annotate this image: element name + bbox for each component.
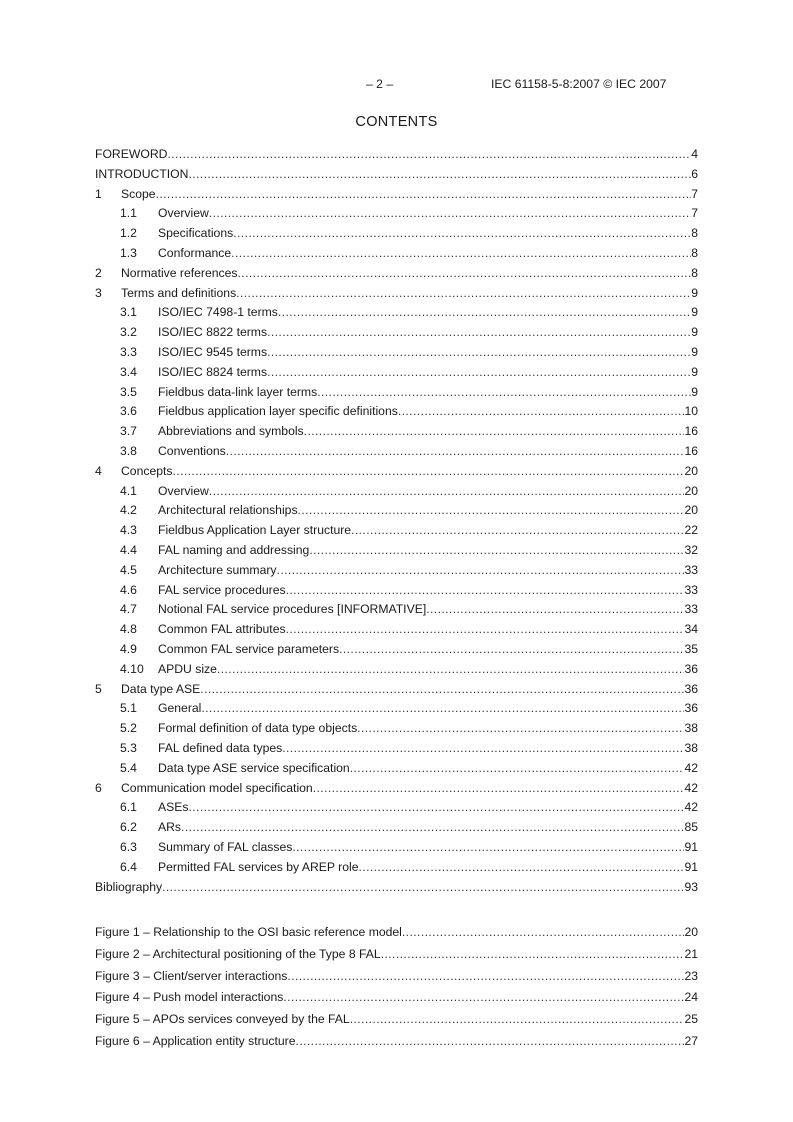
toc-entry[interactable]: [95, 562, 698, 578]
toc-entry-number: 3.6: [120, 404, 137, 419]
dot-leader: [188, 799, 684, 815]
dot-leader: [398, 403, 685, 419]
figure-entry[interactable]: [95, 1033, 698, 1049]
toc-entry-number: 3.1: [120, 305, 137, 320]
toc-entry[interactable]: [95, 621, 698, 637]
dot-leader: [282, 740, 684, 756]
toc-entry-page: 93: [684, 879, 698, 894]
toc-entry-title: Formal definition of data type objects: [158, 721, 358, 736]
toc-entry-page: 9: [691, 345, 698, 359]
figure-entry[interactable]: [95, 924, 698, 940]
dot-leader: [357, 720, 684, 736]
toc-entry-page: 7: [691, 206, 698, 221]
toc-entry[interactable]: [95, 225, 698, 241]
figure-entry-title: Figure 3 – Client/server interactions: [95, 968, 288, 983]
toc-entry-title: Common FAL attributes: [158, 622, 286, 637]
toc-entry-title: Communication model specification: [121, 780, 313, 795]
toc-entry-title: Concepts: [121, 463, 173, 478]
toc-entry[interactable]: [95, 324, 698, 340]
toc-entry-number: 3: [95, 285, 102, 300]
toc-entry-number: 4.4: [120, 543, 137, 557]
toc-entry-page: 20: [684, 503, 698, 518]
dot-leader: [381, 946, 685, 962]
toc-entry-page: 9: [691, 384, 698, 399]
figure-entry-page: 23: [684, 968, 698, 983]
toc-entry[interactable]: [95, 205, 698, 221]
toc-entry-title: ARs: [158, 820, 182, 835]
toc-entry-page: 91: [684, 840, 698, 854]
toc-entry-number: 5.1: [120, 701, 137, 716]
toc-entry-page: 9: [691, 285, 698, 300]
toc-entry[interactable]: [95, 839, 698, 855]
toc-entry[interactable]: [95, 463, 698, 479]
toc-entry[interactable]: [95, 700, 698, 716]
dot-leader: [217, 661, 685, 677]
dot-leader: [278, 304, 691, 320]
toc-entry-title: FOREWORD: [95, 147, 168, 161]
toc-entry[interactable]: [95, 740, 698, 756]
toc-entry-number: 3.3: [120, 345, 137, 359]
page-number-label: – 2 –: [366, 77, 394, 91]
toc-entry-page: 8: [691, 226, 698, 241]
toc-entry-title: Fieldbus application layer specific definitions: [158, 404, 398, 419]
dot-leader: [267, 324, 691, 340]
dot-leader: [296, 1033, 685, 1049]
toc-entry-number: 6.4: [120, 859, 137, 874]
toc-entry-page: 16: [684, 424, 698, 439]
toc-entry[interactable]: [95, 780, 698, 796]
toc-entry-page: 38: [684, 721, 698, 736]
toc-entry-title: Permitted FAL services by AREP role: [158, 859, 359, 874]
toc-entry[interactable]: [95, 819, 698, 835]
toc-entry-title: Summary of FAL classes: [158, 840, 293, 854]
toc-entry-page: 42: [684, 760, 698, 775]
toc-entry-title: ISO/IEC 7498-1 terms: [158, 305, 278, 320]
toc-entry-page: 32: [684, 543, 698, 557]
toc-entry-title: APDU size: [158, 661, 217, 676]
toc-entry-title: INTRODUCTION: [95, 166, 189, 181]
toc-entry-title: ISO/IEC 9545 terms: [158, 345, 268, 359]
toc-entry[interactable]: [95, 423, 698, 439]
toc-entry-title: FAL service procedures: [158, 582, 286, 597]
toc-entry-title: Scope: [121, 186, 156, 201]
dot-leader: [350, 1011, 685, 1027]
dot-leader: [236, 285, 691, 301]
toc-entry-page: 9: [691, 305, 698, 320]
toc-entry-number: 4.2: [120, 503, 137, 518]
toc-entry-title: Architecture summary: [158, 562, 277, 577]
toc-entry-page: 9: [691, 364, 698, 379]
toc-entry[interactable]: [95, 542, 698, 558]
dot-leader: [350, 760, 685, 776]
toc-entry-page: 6: [691, 166, 698, 181]
figure-entry-title: Figure 2 – Architectural positioning of the Type 8 FAL: [95, 946, 381, 961]
dot-leader: [200, 681, 684, 697]
dot-leader: [162, 879, 684, 895]
document-identifier: IEC 61158-5-8:2007 © IEC 2007: [491, 77, 667, 91]
dot-leader: [287, 968, 684, 984]
toc-entry-page: 20: [684, 463, 698, 478]
dot-leader: [359, 859, 685, 875]
toc-entry-page: 34: [684, 622, 698, 637]
dot-leader: [267, 344, 691, 360]
figure-entry-page: 27: [684, 1034, 698, 1048]
dot-leader: [226, 443, 685, 459]
dot-leader: [298, 502, 685, 518]
toc-entry-title: Normative references: [121, 265, 238, 280]
dot-leader: [286, 621, 685, 637]
dot-leader: [173, 463, 685, 479]
toc-entry-page: 22: [684, 523, 698, 538]
toc-entry[interactable]: [95, 502, 698, 518]
toc-entry[interactable]: [95, 582, 698, 598]
dot-leader: [201, 700, 684, 716]
toc-entry-title: FAL defined data types: [158, 741, 283, 755]
dot-leader: [156, 186, 692, 202]
toc-entry-number: 4: [95, 463, 102, 478]
toc-entry-number: 3.7: [120, 424, 137, 439]
toc-entry-page: 20: [684, 483, 698, 498]
toc-entry-number: 6.2: [120, 820, 137, 835]
toc-entry[interactable]: [95, 641, 698, 657]
toc-entry-page: 36: [684, 681, 698, 696]
toc-entry-page: 33: [684, 602, 698, 617]
figure-entry-title: Figure 5 – APOs services conveyed by the FAL: [95, 1012, 350, 1027]
toc-entry[interactable]: [95, 364, 698, 380]
toc-entry[interactable]: [95, 760, 698, 776]
dot-leader: [292, 839, 684, 855]
dot-leader: [402, 924, 685, 940]
dot-leader: [339, 641, 684, 657]
dot-leader: [267, 364, 691, 380]
toc-entry-page: 4: [691, 147, 698, 161]
toc-entry-title: Conventions: [158, 444, 226, 458]
dot-leader: [231, 245, 691, 261]
toc-entry-number: 3.8: [120, 444, 137, 458]
toc-entry[interactable]: [95, 443, 698, 459]
toc-entry-page: 33: [684, 582, 698, 597]
dot-leader: [167, 146, 691, 162]
toc-entry-title: ISO/IEC 8822 terms: [158, 325, 268, 340]
toc-entry-title: Abbreviations and symbols: [158, 424, 304, 439]
toc-entry-number: 5: [95, 681, 102, 696]
toc-entry-title: ASEs: [158, 800, 189, 815]
toc-entry-number: 4.8: [120, 622, 137, 637]
toc-entry-title: Specifications: [158, 226, 234, 241]
dot-leader: [233, 225, 691, 241]
dot-leader: [283, 989, 684, 1005]
dot-leader: [286, 582, 685, 598]
toc-entry-number: 4.3: [120, 523, 137, 538]
toc-entry-page: 91: [684, 859, 698, 874]
figure-entry-page: 20: [684, 925, 698, 939]
toc-entry-title: Fieldbus Application Layer structure: [158, 523, 352, 538]
toc-entry-title: Terms and definitions: [121, 285, 237, 300]
toc-entry-title: Bibliography: [95, 879, 163, 894]
toc-entry-title: Architectural relationships: [158, 503, 298, 518]
toc-entry-page: 8: [691, 265, 698, 280]
toc-entry-number: 4.6: [120, 582, 137, 597]
toc-entry[interactable]: [95, 245, 698, 261]
dot-leader: [238, 265, 692, 281]
toc-entry-title: Data type ASE service specification: [158, 760, 350, 775]
dot-leader: [277, 562, 685, 578]
toc-entry[interactable]: [95, 483, 698, 499]
toc-entry-page: 38: [684, 741, 698, 755]
toc-entry[interactable]: [95, 601, 698, 617]
toc-entry-number: 4.5: [120, 562, 137, 577]
toc-entry[interactable]: [95, 879, 698, 895]
toc-entry-page: 42: [684, 780, 698, 795]
toc-entry-number: 3.5: [120, 384, 137, 399]
toc-entry-title: Data type ASE: [121, 681, 201, 696]
toc-entry-number: 1.1: [120, 206, 137, 221]
toc-entry[interactable]: [95, 661, 698, 677]
toc-entry-page: 33: [684, 562, 698, 577]
toc-entry-page: 9: [691, 325, 698, 340]
toc-entry-number: 6: [95, 780, 102, 795]
dot-leader: [313, 780, 685, 796]
figure-entry-page: 24: [684, 990, 698, 1005]
toc-entry-title: ISO/IEC 8824 terms: [158, 364, 268, 379]
figure-entry-title: Figure 6 – Application entity structure: [95, 1034, 296, 1048]
toc-entry[interactable]: [95, 146, 698, 162]
toc-entry-page: 42: [684, 800, 698, 815]
toc-entry-page: 10: [684, 404, 698, 419]
contents-title: CONTENTS: [355, 114, 438, 130]
toc-entry[interactable]: [95, 403, 698, 419]
dot-leader: [426, 601, 684, 617]
toc-entry-number: 4.1: [120, 483, 137, 498]
toc-entry-title: General: [158, 701, 202, 716]
toc-entry[interactable]: [95, 720, 698, 736]
toc-entry-page: 35: [684, 642, 698, 656]
toc-entry-number: 3.2: [120, 325, 137, 340]
toc-entry-title: Common FAL service parameters: [158, 642, 340, 656]
toc-entry-number: 5.3: [120, 741, 137, 755]
dot-leader: [181, 819, 684, 835]
toc-entry-number: 5.4: [120, 760, 137, 775]
toc-entry[interactable]: [95, 186, 698, 202]
figure-entry[interactable]: [95, 1011, 698, 1027]
dot-leader: [188, 166, 691, 182]
figure-entry-page: 25: [684, 1012, 698, 1027]
toc-entry-page: 16: [684, 444, 698, 458]
toc-entry[interactable]: [95, 859, 698, 875]
toc-entry[interactable]: [95, 166, 698, 182]
toc-entry-page: 85: [684, 820, 698, 835]
figure-entry[interactable]: [95, 989, 698, 1005]
toc-entry-number: 4.9: [120, 642, 137, 656]
toc-entry-number: 5.2: [120, 721, 137, 736]
toc-entry-page: 8: [691, 246, 698, 260]
toc-entry-page: 36: [684, 701, 698, 716]
toc-entry[interactable]: [95, 304, 698, 320]
dot-leader: [351, 522, 684, 538]
toc-entry[interactable]: [95, 384, 698, 400]
toc-entry[interactable]: [95, 344, 698, 360]
toc-entry[interactable]: [95, 285, 698, 301]
toc-entry-number: 1.3: [120, 246, 137, 260]
toc-entry-number: 4.10: [120, 661, 144, 676]
toc-entry-number: 1: [95, 186, 102, 201]
dot-leader: [209, 205, 691, 221]
toc-entry-number: 3.4: [120, 364, 137, 379]
toc-entry-number: 6.1: [120, 800, 137, 815]
toc-entry[interactable]: [95, 799, 698, 815]
dot-leader: [304, 423, 685, 439]
toc-entry[interactable]: [95, 681, 698, 697]
dot-leader: [317, 384, 691, 400]
toc-entry[interactable]: [95, 522, 698, 538]
toc-entry-title: Conformance: [158, 246, 232, 260]
figure-entry-page: 21: [684, 946, 698, 961]
figure-entry-title: Figure 1 – Relationship to the OSI basic reference model: [95, 925, 402, 939]
toc-entry-page: 7: [691, 186, 698, 201]
toc-entry-title: Fieldbus data-link layer terms: [158, 384, 318, 399]
toc-entry-title: Overview: [158, 206, 209, 221]
dot-leader: [209, 483, 685, 499]
toc-entry-title: Overview: [158, 483, 209, 498]
toc-entry-number: 6.3: [120, 840, 137, 854]
toc-entry-page: 36: [684, 661, 698, 676]
toc-entry-number: 4.7: [120, 602, 137, 617]
dot-leader: [309, 542, 684, 558]
toc-entry[interactable]: [95, 265, 698, 281]
toc-entry-number: 2: [95, 265, 102, 280]
figure-entry[interactable]: [95, 968, 698, 984]
toc-entry-number: 1.2: [120, 226, 137, 241]
figure-entry[interactable]: [95, 946, 698, 962]
figure-entry-title: Figure 4 – Push model interactions: [95, 990, 284, 1005]
toc-entry-title: FAL naming and addressing: [158, 543, 310, 557]
toc-entry-title: Notional FAL service procedures [INFORMATIVE]: [158, 602, 427, 617]
